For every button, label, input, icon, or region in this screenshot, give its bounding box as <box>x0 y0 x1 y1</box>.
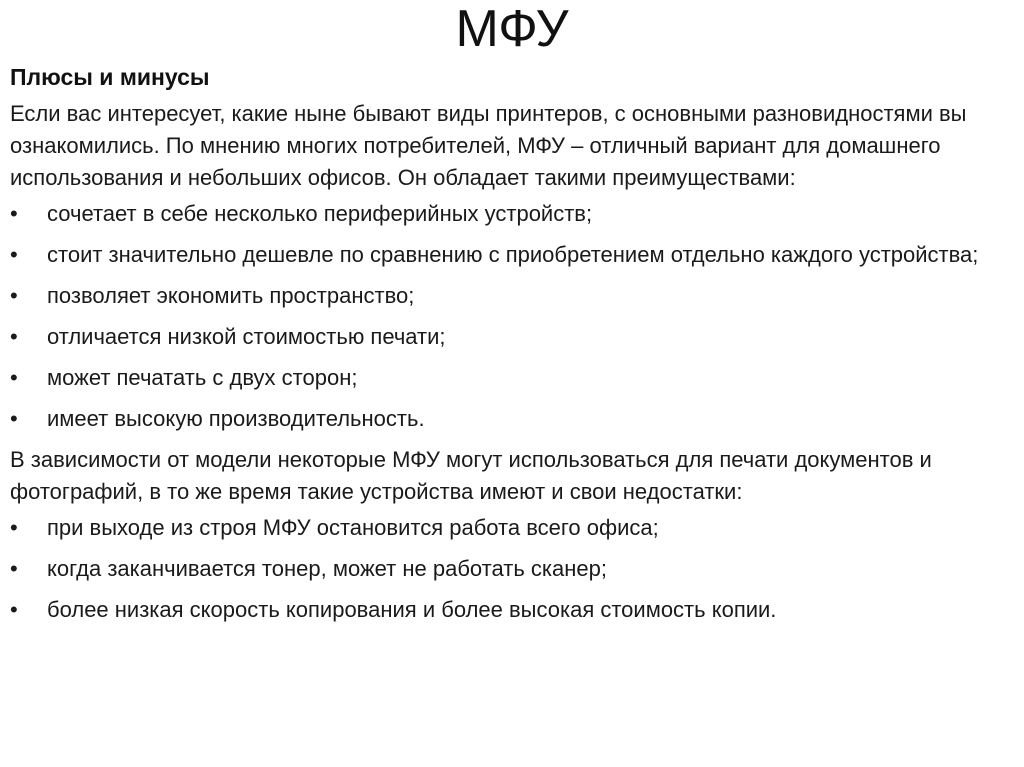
bullet-icon: • <box>10 365 18 390</box>
transition-paragraph: В зависимости от модели некоторые МФУ могут использоваться для печати документов и фотографий, в то же время такие устройства имеют и свои недостатки: <box>10 447 932 504</box>
bullet-icon: • <box>10 556 18 581</box>
intro-paragraph: Если вас интересует, какие ныне бывают виды принтеров, с основными разновидностями вы ознакомились. По мнению многих потребителей, МФУ – отличный вариант для домашнего использования и небольших офисов. Он обладает такими преимуществами: <box>10 101 967 190</box>
disadvantage-item <box>10 553 1010 585</box>
advantage-item <box>10 321 1010 353</box>
advantage-text: отличается низкой стоимостью печати; <box>47 324 446 349</box>
advantage-text: позволяет экономить пространство; <box>47 283 415 308</box>
advantage-item <box>10 198 1010 230</box>
disadvantage-text: более низкая скорость копирования и более высокая стоимость копии. <box>47 597 777 622</box>
advantage-text: стоит значительно дешевле по сравнению с приобретением отдельно каждого устройства; <box>47 242 979 267</box>
advantage-item <box>10 403 1010 435</box>
slide-title: МФУ <box>455 0 569 58</box>
disadvantage-item <box>10 512 1010 544</box>
bullet-icon: • <box>10 283 18 308</box>
advantage-text: имеет высокую производительность. <box>47 406 425 431</box>
advantage-item <box>10 280 1010 312</box>
disadvantages-list <box>10 512 1010 626</box>
slide-content <box>10 62 1010 635</box>
disadvantage-text: когда заканчивается тонер, может не работать сканер; <box>47 556 607 581</box>
bullet-icon: • <box>10 406 18 431</box>
advantage-text: может печатать с двух сторон; <box>47 365 358 390</box>
bullet-icon: • <box>10 242 18 267</box>
bullet-icon: • <box>10 201 18 226</box>
disadvantage-text: при выходе из строя МФУ остановится работа всего офиса; <box>47 515 659 540</box>
advantages-list <box>10 198 1010 435</box>
bullet-icon: • <box>10 597 18 622</box>
section-subheading: Плюсы и минусы <box>10 64 210 90</box>
bullet-icon: • <box>10 515 18 540</box>
advantage-text: сочетает в себе несколько периферийных устройств; <box>47 201 593 226</box>
disadvantage-item <box>10 594 1010 626</box>
advantage-item <box>10 362 1010 394</box>
advantage-item <box>10 239 1010 271</box>
bullet-icon: • <box>10 324 18 349</box>
